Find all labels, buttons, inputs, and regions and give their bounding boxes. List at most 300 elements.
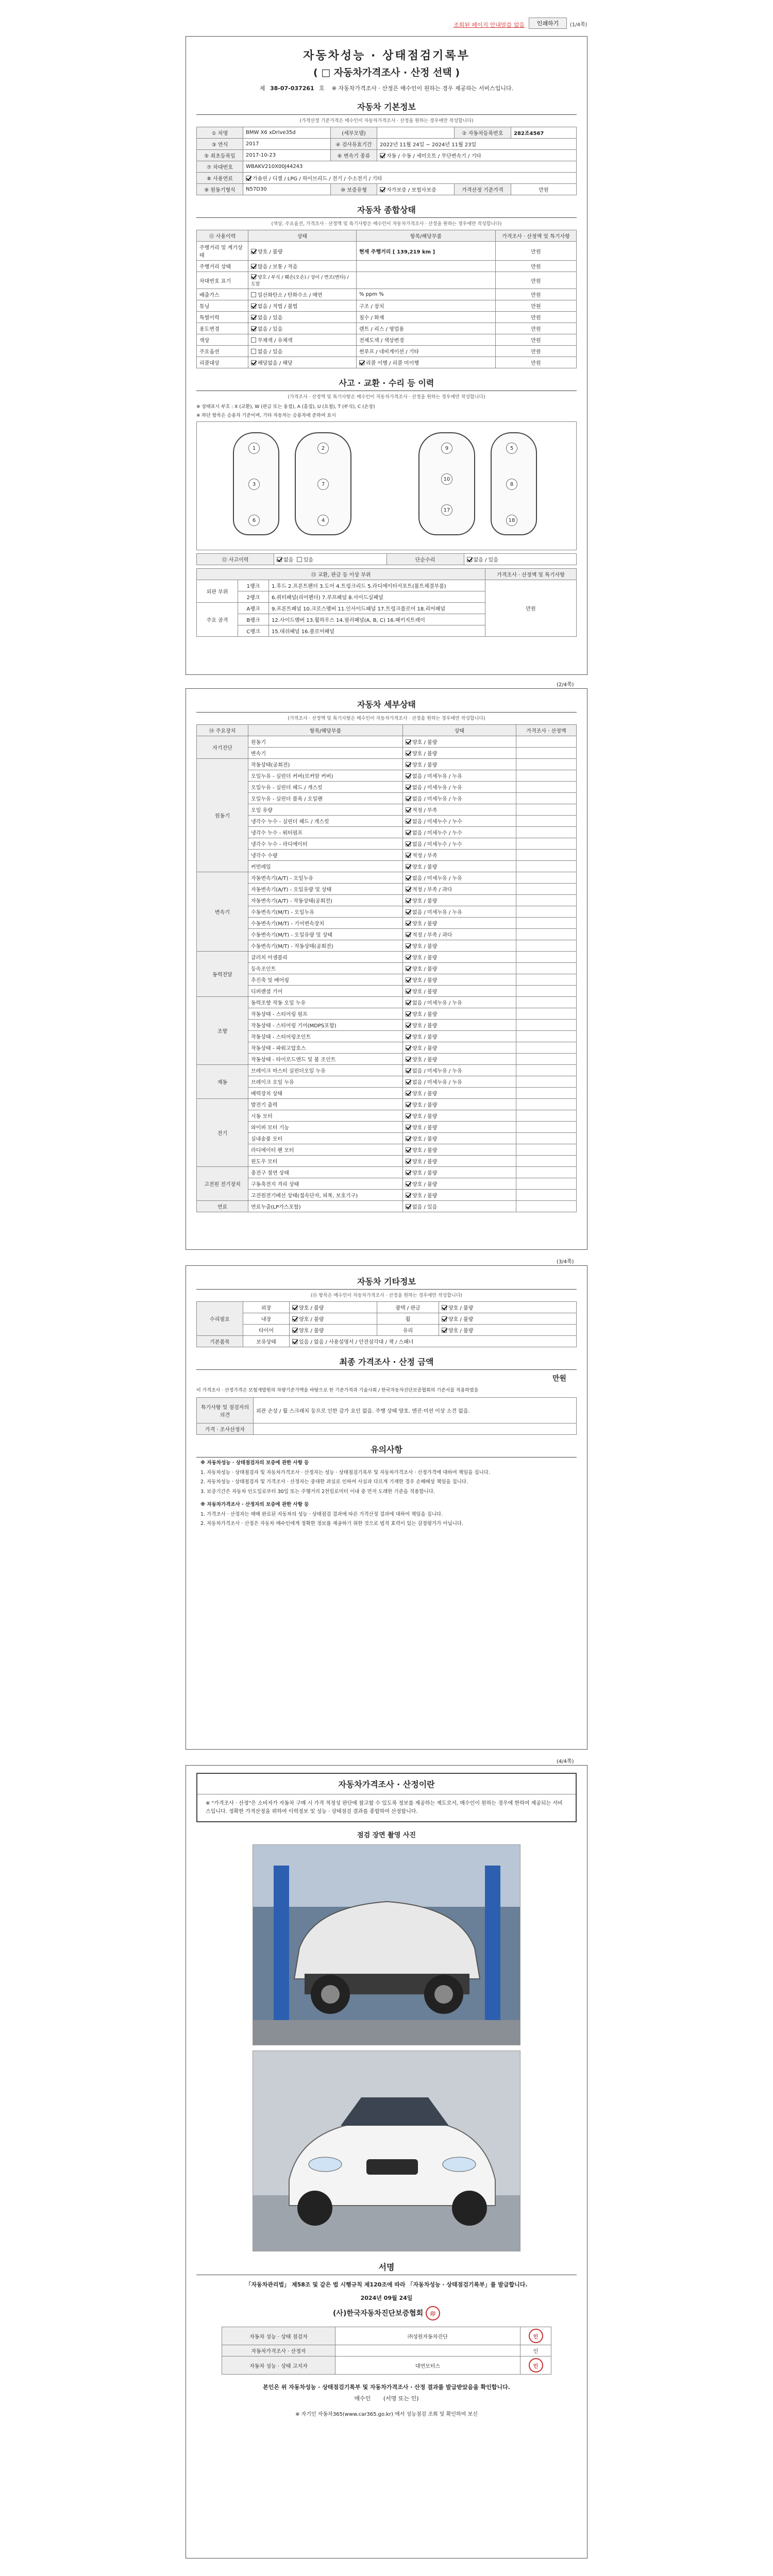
table-row	[197, 1302, 577, 1313]
signer-role: 자동차가격조사 · 산정자	[222, 2345, 335, 2357]
check-icon	[467, 557, 472, 562]
device-status	[403, 1167, 516, 1178]
device-price	[516, 974, 577, 986]
check-icon	[406, 1102, 411, 1107]
status-text: 양호 / 불량	[412, 1057, 438, 1063]
status-value: 양호 / 부식 / 훼손(오손) / 상이 / 변조(변타) / 도말	[251, 275, 349, 287]
sign-org	[186, 2306, 587, 2320]
label-reg-number: ② 자동차등록번호	[455, 127, 511, 139]
top-toolbar	[186, 15, 587, 33]
check-icon	[406, 751, 411, 756]
status-text: 양호 / 불량	[412, 1137, 438, 1142]
recall-value: 리콜 이행 / 리콜 미이행	[366, 361, 419, 366]
check-icon	[406, 1057, 411, 1062]
row-status	[248, 312, 357, 323]
device-price	[516, 997, 577, 1008]
table-row	[197, 334, 577, 346]
table-row	[197, 1167, 577, 1178]
part-number: 17	[441, 504, 452, 516]
device-status	[403, 1190, 516, 1201]
device-price	[516, 1076, 577, 1088]
device-group: 동력전달	[197, 952, 248, 997]
check-icon	[406, 1068, 411, 1073]
device-status	[403, 1020, 516, 1031]
device-price	[516, 963, 577, 974]
check-icon	[251, 326, 256, 331]
table-row	[197, 323, 577, 334]
table-row	[197, 1008, 577, 1020]
device-item: 작동상태 - 타이로드엔드 및 볼 조인트	[248, 1054, 403, 1065]
table-row	[197, 929, 577, 940]
price-value: 만원	[496, 346, 577, 357]
accident-note: (가격조사 · 산정액 및 특기사항은 매수인이 자동차가격조사 · 산정을 원하는 경우에만 작성합니다)	[288, 395, 485, 400]
device-item: 작동상태 - 스티어링 기어(MDPS포함)	[248, 1020, 403, 1031]
price-value: 만원	[496, 357, 577, 368]
device-status	[403, 793, 516, 804]
status-text: 양호 / 불량	[299, 1317, 324, 1323]
device-status	[403, 940, 516, 952]
accident-history-value	[274, 554, 387, 565]
signer-name: ㈜성원자동차진단	[335, 2327, 520, 2345]
status-text: 양호 / 불량	[412, 865, 438, 870]
status-text: 없음 / 미세누유 / 누유	[412, 796, 462, 802]
device-status	[403, 997, 516, 1008]
summary-note: (색상, 주요옵션, 가격조사 · 산정액 및 특기사항은 매수인이 자동차가격조사 · 산정을 원하는 경우에만 작성합니다)	[271, 222, 502, 227]
device-status	[403, 952, 516, 963]
status-text: 양호 / 불량	[412, 978, 438, 984]
check-icon	[406, 887, 411, 892]
check-icon	[406, 1159, 411, 1164]
warranty-options	[377, 184, 455, 195]
row-label: 주행거리 및 계기상태	[197, 242, 248, 261]
status-text: 양호 / 불량	[412, 1193, 438, 1199]
check-icon	[251, 360, 256, 365]
check-icon	[246, 176, 251, 181]
final-price-value: 만원	[552, 1375, 566, 1383]
device-status	[403, 1178, 516, 1190]
year: 2017	[243, 139, 331, 150]
status-text: 양호 / 불량	[412, 1148, 438, 1154]
device-price	[516, 929, 577, 940]
device-status	[403, 804, 516, 816]
device-price	[516, 1156, 577, 1167]
device-item: 오일누유 - 실린더 블록 / 오일팬	[248, 793, 403, 804]
row-label: 튜닝	[197, 300, 248, 312]
device-item: 연료누출(LP가스포함)	[248, 1201, 403, 1212]
status-value: 해당없음 / 해당	[258, 361, 293, 366]
device-status	[403, 770, 516, 782]
check-icon	[292, 1305, 297, 1310]
device-price	[516, 736, 577, 748]
etc-item: 보유상태	[243, 1336, 290, 1347]
device-item: 동력조향 작동 오일 누유	[248, 997, 403, 1008]
label-base-price: 가격산정 기준가격	[455, 184, 511, 195]
table-row	[197, 1133, 577, 1144]
status-text: 양호 / 불량	[412, 1182, 438, 1188]
signer-name: 대연모터스	[335, 2357, 520, 2375]
etc-item: 광택 / 판금	[377, 1302, 439, 1313]
parts-rank: A랭크	[238, 603, 269, 614]
status-text: 양호 / 불량	[412, 1035, 438, 1040]
check-icon	[442, 1305, 447, 1310]
receiver-label: 매수인	[354, 2395, 371, 2402]
row-label: 특별이력	[197, 312, 248, 323]
check-icon	[406, 864, 411, 869]
summary-table	[196, 230, 577, 368]
accident-legend-2: ※ 하단 항목은 승용차 기준이며, 기타 자동차는 승용차에 준하여 표시	[196, 413, 336, 418]
check-icon	[406, 853, 411, 858]
check-icon	[406, 785, 411, 790]
parts-rank: B랭크	[238, 614, 269, 625]
print-button[interactable]: 인쇄하기	[529, 18, 567, 29]
status-text: 양호 / 불량	[412, 751, 438, 757]
device-item: 수동변속기(M/T) - 오일유량 및 상태	[248, 929, 403, 940]
check-icon	[406, 796, 411, 801]
vin: WBAKV210X00J44243	[243, 161, 577, 173]
seal-icon: 인	[529, 2358, 543, 2372]
check-icon	[292, 1316, 297, 1321]
check-icon	[406, 819, 411, 824]
item-value: % ppm %	[357, 289, 496, 300]
device-price	[516, 940, 577, 952]
checkbox-icon	[251, 292, 256, 297]
device-status	[403, 918, 516, 929]
certificate-box	[196, 1773, 577, 1822]
check-icon	[406, 875, 411, 880]
inspection-period: 2022년 11월 24일 ~ 2024년 11월 23일	[377, 139, 577, 150]
check-icon	[406, 807, 411, 812]
table-row	[197, 827, 577, 838]
detail-model	[377, 127, 455, 139]
device-status	[403, 1054, 516, 1065]
check-icon	[251, 303, 256, 309]
receiver-sign: (서명 또는 인)	[383, 2395, 419, 2402]
caution-item: 3. 보증기간은 자동차 인도일로부터 30일 또는 주행거리 2천킬로미터 이내 중 먼저 도래한 기준을 적용합니다.	[200, 1489, 435, 1495]
label-warranty: ⑩ 보증유형	[331, 184, 377, 195]
check-icon	[406, 830, 411, 835]
detail-header-device: ⑭ 주요장치	[197, 725, 248, 736]
price-value: 만원	[496, 300, 577, 312]
parts-list: 9.프론트패널 10.크로스멤버 11.인사이드패널 17.트렁크플로어 18.리어패널	[269, 603, 485, 614]
device-item: 원동기	[248, 736, 403, 748]
row-label: 주행거리 상태	[197, 261, 248, 272]
service-notice: ※ 자동차가격조사 · 산정은 매수인이 원하는 경우 제공하는 서비스입니다.	[331, 85, 514, 92]
etc-status	[439, 1313, 577, 1325]
device-group: 제동	[197, 1065, 248, 1099]
device-status	[403, 872, 516, 884]
part-number: 8	[506, 479, 517, 490]
checkbox-icon	[251, 349, 256, 354]
device-item: 윈도우 모터	[248, 1156, 403, 1167]
check-icon	[406, 1204, 411, 1209]
status-text: 양호 / 불량	[412, 967, 438, 972]
table-row	[197, 300, 577, 312]
table-row	[197, 1099, 577, 1110]
status-text: 양호 / 불량	[412, 1159, 438, 1165]
device-item: 배력장치 상태	[248, 1088, 403, 1099]
table-row	[197, 782, 577, 793]
device-status	[403, 1099, 516, 1110]
table-row	[197, 1031, 577, 1042]
device-status	[403, 1076, 516, 1088]
device-price	[516, 1031, 577, 1042]
mileage-value: 현재 주행거리 [ 139,219 km ]	[357, 242, 496, 261]
row-label: 용도변경	[197, 323, 248, 334]
table-row	[197, 1156, 577, 1167]
table-row	[197, 838, 577, 850]
check-icon	[380, 153, 385, 158]
check-icon	[406, 1011, 411, 1016]
device-item: 디퍼렌셜 기어	[248, 986, 403, 997]
status-text: 양호 / 불량	[412, 921, 438, 927]
car-damage-diagram	[196, 421, 577, 550]
price-value: 만원	[496, 272, 577, 289]
accident-title: 사고 · 교환 · 수리 등 이력	[196, 377, 577, 391]
device-price	[516, 770, 577, 782]
base-price: 만원	[511, 184, 577, 195]
etc-status	[290, 1302, 377, 1313]
sign-title: 서명	[196, 2261, 577, 2275]
device-price	[516, 1133, 577, 1144]
label-vin: ⑦ 차대번호	[197, 161, 243, 173]
device-item: 자동변속기(A/T) - 작동상태(공회전)	[248, 895, 403, 906]
signer-role: 자동차 성능 · 상태 고지자	[222, 2357, 335, 2375]
device-group: 연료	[197, 1201, 248, 1212]
device-price	[516, 1167, 577, 1178]
device-group: 원동기	[197, 759, 248, 872]
checkbox-icon	[297, 557, 302, 562]
row-status	[248, 323, 357, 334]
part-number: 9	[441, 443, 452, 454]
final-price-title: 최종 가격조사 · 산정 금액	[196, 1355, 577, 1370]
table-row	[197, 1054, 577, 1065]
device-item: 오일누유 - 실린더 커버(로커암 커버)	[248, 770, 403, 782]
table-row	[197, 793, 577, 804]
table-row	[197, 1088, 577, 1099]
table-row	[197, 997, 577, 1008]
etc-table	[196, 1301, 577, 1347]
table-row	[197, 1325, 577, 1336]
device-item: 수동변속기(M/T) - 오일누유	[248, 906, 403, 918]
device-item: 작동상태 - 파워고압호스	[248, 1042, 403, 1054]
status-text: 양호 / 불량	[412, 1046, 438, 1052]
item-value: 전체도색 / 색상변경	[357, 334, 496, 346]
device-price	[516, 918, 577, 929]
parts-group: 외판 부위	[197, 580, 238, 603]
status-text: 없음 / 미세누유 / 누유	[412, 774, 462, 779]
device-item: 브레이크 마스터 실린더오일 누유	[248, 1065, 403, 1076]
device-item: 충전구 절연 상태	[248, 1167, 403, 1178]
device-status	[403, 850, 516, 861]
page-4	[186, 1765, 587, 2558]
device-status	[403, 906, 516, 918]
price-value: 만원	[496, 242, 577, 261]
status-text: 양호 / 불량	[448, 1317, 474, 1323]
check-icon	[406, 1034, 411, 1039]
device-price	[516, 782, 577, 793]
device-item: 브레이크 오일 누유	[248, 1076, 403, 1088]
row-label: 색상	[197, 334, 248, 346]
device-item: 라디에이터 팬 모터	[248, 1144, 403, 1156]
check-icon	[251, 264, 256, 269]
history-yes: 있음	[303, 557, 314, 563]
part-number: 3	[248, 479, 260, 490]
device-price	[516, 1088, 577, 1099]
doc-no-label: 제	[259, 85, 265, 92]
photo-title: 점검 장면 촬영 사진	[357, 1832, 416, 1839]
status-text: 없음 / 미세누수 / 누수	[412, 831, 462, 836]
device-price	[516, 850, 577, 861]
device-status	[403, 1110, 516, 1122]
device-item: 자동변속기(A/T) - 오일누유	[248, 872, 403, 884]
row-label: 차대번호 표기	[197, 272, 248, 289]
device-status	[403, 748, 516, 759]
check-icon	[380, 187, 385, 192]
etc-item: 내장	[243, 1313, 290, 1325]
device-price	[516, 861, 577, 872]
status-text: 양호 / 불량	[299, 1306, 324, 1311]
price-value: 만원	[496, 312, 577, 323]
device-price	[516, 952, 577, 963]
table-row	[197, 312, 577, 323]
table-row	[222, 2327, 551, 2345]
summary-header-item: 항목/해당부품	[357, 230, 496, 242]
part-number: 2	[317, 443, 329, 454]
table-row	[222, 2345, 551, 2357]
table-row	[197, 1065, 577, 1076]
etc-status	[439, 1325, 577, 1336]
status-text: 양호 / 불량	[412, 1125, 438, 1131]
caution-heading: ※ 자동차성능 · 상태점검자의 보증에 관한 사항 등	[200, 1460, 309, 1466]
device-price	[516, 1042, 577, 1054]
notice-link[interactable]: 조회된 페이지 안내말씀 없음	[453, 22, 525, 28]
transmission-options	[377, 150, 577, 161]
row-label: 배출가스	[197, 289, 248, 300]
check-icon	[406, 932, 411, 937]
page-count: (4/4쪽)	[557, 1759, 574, 1765]
check-icon	[406, 921, 411, 926]
check-icon	[406, 1113, 411, 1118]
device-status	[403, 1042, 516, 1054]
device-status	[403, 1088, 516, 1099]
caution-item: 1. 가격조사 · 산정자는 매매 완료된 자동차의 성능 · 상태점검 결과에 따른 가격산정 결과에 대하여 책임을 집니다.	[200, 1511, 443, 1517]
transmission-value: 자동 / 수동 / 세미오토 / 무단변속기 / 기타	[386, 154, 481, 159]
status-text: 없음 / 미세누수 / 누수	[412, 819, 462, 825]
status-text: 적정 / 부족 / 과다	[412, 887, 452, 893]
table-row	[197, 580, 577, 591]
check-icon	[442, 1328, 447, 1333]
device-price	[516, 895, 577, 906]
page-count: (1/4쪽)	[570, 22, 587, 28]
device-item: 작동상태 - 스티어링 펌프	[248, 1008, 403, 1020]
org-seal-icon: 印	[426, 2306, 440, 2320]
summary-header-status: 상태	[248, 230, 357, 242]
table-row	[197, 952, 577, 963]
check-icon	[406, 955, 411, 960]
car-front-photo	[253, 2051, 520, 2251]
status-text: 양호 / 불량	[448, 1306, 474, 1311]
status-value: 양호 / 불량	[258, 249, 283, 255]
table-row	[197, 242, 577, 261]
device-price	[516, 906, 577, 918]
label-detail-model: (세부모델)	[331, 127, 377, 139]
device-status	[403, 1156, 516, 1167]
table-row	[197, 861, 577, 872]
inspection-photo-front	[253, 2050, 520, 2251]
status-value: 없음 / 적법 / 불법	[258, 304, 298, 310]
status-text: 양호 / 불량	[412, 1012, 438, 1018]
item-value: 침수 / 화재	[357, 312, 496, 323]
status-text: 양호 / 불량	[412, 944, 438, 950]
check-icon	[406, 1193, 411, 1198]
table-row	[197, 1020, 577, 1031]
device-status	[403, 895, 516, 906]
etc-status	[290, 1325, 377, 1336]
table-row	[197, 736, 577, 748]
check-icon	[406, 1000, 411, 1005]
table-row	[197, 816, 577, 827]
device-item: 작동상태(공회전)	[248, 759, 403, 770]
device-status	[403, 1008, 516, 1020]
device-status	[403, 963, 516, 974]
page-count: (2/4쪽)	[557, 682, 574, 688]
status-text: 없음 / 미세누유 / 누유	[412, 1069, 462, 1074]
parts-price-header: 가격조사 · 산정액 및 특기사항	[485, 569, 577, 580]
label-first-reg: ⑤ 최초등록일	[197, 150, 243, 161]
status-text: 적정 / 부족	[412, 853, 438, 859]
device-item: 오일누유 - 실린더 헤드 / 개스킷	[248, 782, 403, 793]
basic-info-title: 자동차 기본정보	[196, 100, 577, 115]
status-text: 없음 / 미세누유 / 누유	[412, 785, 462, 791]
table-row	[197, 759, 577, 770]
device-item: 와이퍼 모터 기능	[248, 1122, 403, 1133]
check-icon	[406, 977, 411, 982]
label-engine-type: ⑨ 원동기형식	[197, 184, 243, 195]
device-price	[516, 838, 577, 850]
status-value: 없음 / 있음	[258, 327, 283, 332]
table-row	[197, 770, 577, 782]
row-status	[248, 242, 357, 261]
device-status	[403, 736, 516, 748]
check-icon	[442, 1316, 447, 1321]
status-text: 양호 / 불량	[412, 899, 438, 904]
device-item: 냉각수 누수 - 워터펌프	[248, 827, 403, 838]
page-3	[186, 1265, 587, 1750]
check-icon	[406, 966, 411, 971]
detail-header-status: 상태	[403, 725, 516, 736]
detail-table	[196, 724, 577, 1212]
table-row	[197, 261, 577, 272]
item-value: 구조 / 장치	[357, 300, 496, 312]
warranty-value: 자가보증 / 보험사보증	[386, 188, 436, 193]
check-icon	[406, 898, 411, 903]
table-row	[197, 1201, 577, 1212]
status-value: 없음 / 있음	[258, 315, 283, 321]
check-icon	[406, 1023, 411, 1028]
caution-item: 2. 자동차성능 · 상태점검자 및 가격조사 · 산정자는 중대한 과실로 인하여 사실과 다르게 기재한 경우 손해배상 책임을 집니다.	[200, 1479, 468, 1485]
device-status	[403, 759, 516, 770]
accident-legend: ※ 상태표시 부호 : X (교환), W (판금 또는 용접), A (흠집), U (요철), T (부식), C (손상)	[196, 404, 375, 410]
status-text: 양호 / 불량	[412, 740, 438, 745]
table-row	[197, 986, 577, 997]
device-status	[403, 1065, 516, 1076]
label-year: ③ 연식	[197, 139, 243, 150]
certificate-body: ※ "가격조사 · 산정"은 소비자가 자동차 구매 시 가격 적정성 판단에 참고할 수 있도록 정보를 제공하는 제도로서, 매수인이 원하는 경우에 한하여 제공되는 서비스입니다. 정확한 가격산정을 위하여 이력정보 및 성능 · 상태점검 결과를 종합하여 산정합니다.	[206, 1801, 563, 1815]
device-price	[516, 1144, 577, 1156]
device-price	[516, 1065, 577, 1076]
part-number: 5	[506, 443, 517, 454]
check-icon	[406, 1091, 411, 1096]
